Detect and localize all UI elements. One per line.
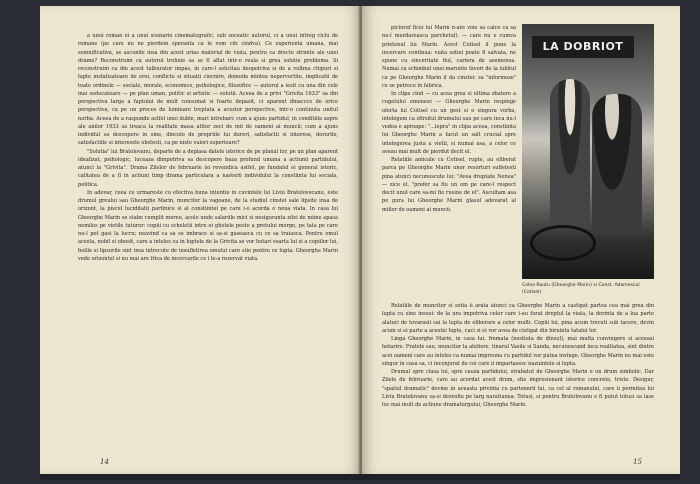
- right-text-column: [382, 24, 516, 296]
- left-paragraph-1: a unui roman ei a unui scenariu cinematografic, sub soceatic autorul, ci a unui intreg ciclu de romane (pe care nu ne pierdem speranta ca le vom citi cindva). Ce experienta umana, mai semnificativa, se ascunde insa din acest urias material de viata, pentru ca drecte strimte ale unei drame? Reconstruim ca autorul trebuie sa se fi aflat intr-o reala si grea solutie problema. Si reconstruim ca din acest tulburator impas, in care-l solicitau deopotriva si de a vultma chipuri si fapte insfatisatoare de eroi, conflicte si situatii ciocnire, demoda mintea nepervertite, implicatii de toate ordinele — sociale, morale, economice, psihologice, filozofice — autorul a iesit cu una din cele mai seducatoare — pe plan uman, politic si artistic — solutii. Aceea de a privi "Grivita 1933" sa din perspectiva larga a faptului de mult consumat si foarte depasit, ci aparent dinaccce de orice perspectiva, ca pe un proces de luminare treptata a acestor perspective, intr-o continuta unitul norba. Aceea de a raspunde astfel unei duble, mari intrebari: cum a ajuns partidul, in conditiile aspre ale anilor 1933 sa treaca la realitate masa atitor zeci de mii de oameni ai muncii; cum a ajuns individul sa descopere in sine, dincolo de propriile lui dureri, satisfactii si interese, dorurile, satisfactiile si interesele obstesti, ca pe niste valori superioare?: [78, 33, 338, 147]
- photo-caption: Colea Rautu (Gheorghe Marin) si Const. Adamescul (Cotisel): [522, 283, 640, 295]
- figure-person-right: [592, 94, 642, 234]
- left-paragraph-2: "Solutia" lui Bratolovanu, departe de a deplasa datele istorice de pe planul lor, pe un plan aparent idealizat, psihologic, luceaza dimpotriva sa descopere baza profund umana a actiunii partidului, atunci la "Grivita". Drama Zilelor de februarie isi revendica astfel, pe fundalul ei general istoric, calitatea de a fi in actiuni timp drama particulara a nasterii individului la constiinta lui sociala, politica.: [78, 148, 338, 188]
- photo-sign: LA DOBRIOT: [532, 36, 634, 58]
- left-paragraph-3: In adevar, ceea ce urmareste cu efectiva buna intentie in cuvintele lui Liviu Bratolovecanu, este drumul greului sau Gheorghe Marin, muncitor la vagoane, de la studiul cinstei sale lipsite insa de orizont, la piscul luciditatii partinice si al constiintei pe care i-o acorda o noua viata. In casa lui Gheorghe Marin se stabe cumplit mereu, acolo unde salariile mici si nesiguranta zilei de miine apasa nemilos pe vietile tuturor: copiii cu scheletii intre ei ghetele peste a pretului merge, pe tata pe care nu-l pot gasi la lucru; neavind ca sa se imbrace si sa-si gaseasca cu ce sa traiasca. Pentru omul acesta, nobil si obosit, care a inteles ca in luptele de la Grivita se vor hotari soarta lui si a copiilor lui, bolile si lipsurile sint insa intrecute de insufletirea omului care stie pentru ce lupta. Gheorghe Marin vede orizontul si nu mai are frica de incercarile ce i le-a rezervat viata.: [78, 189, 338, 262]
- left-page-number: 14: [100, 458, 109, 466]
- right-paragraph-2: Lingа Gheorghe Marin, in casa lui, fremata (nestiuta de dinsul), mai multa convingere si aceeasi hotarire. Fratele sau, muncitor la ateliere, tinarul Vasile si Sanda, necunoscand inca realitatea, sint dintre acei oameni care au inteles ca numai impreuna cu partidul vor putea invinge. Gheorghe Marin nu mai este singur in casa sa, ci inconjurat de cei care ii impartasesc nazuintele si lupta.: [382, 336, 655, 367]
- photo-column: [522, 24, 654, 296]
- left-page: [40, 6, 360, 474]
- right-full-width-text: [382, 302, 654, 409]
- right-page: [362, 6, 680, 474]
- figure-person-left: [550, 79, 590, 229]
- right-column-paragraph-3: Relatiile amicale cu Cotisel, rupte, au eliberat parca pe Gheorghe Marin unor resorturi sufletesti pina atunci necunoscute lui: "Avea dreptate Nenea" — zice el, "prefer sa fiu un om pe care-l respect decit unul care sa-mi fie rusine de el". Ascultam asa pe gura lui Gheorghe Marin glasul adevarat al miilor de oameni ai muncii.: [382, 157, 516, 213]
- right-paragraph-3: Drumul spre clasa lui, spre cauza partidului, strabatut de Gheorghe Marin e un drum simbolic. Dar Zilele de februarie, care au acordat acest drum, stie impresionant istorice concrete, triste. Desigur, "spatiul dramatic" devine in aceasta privinta cu partenerii lui, ca cel al romanului, care ii permitea lui Liviu Bratolovanu sa-si dezvolte pe larg naratiunea. Totusi, si pentru Bratolovanu e fi putut totusi sa lase loc mai mult de actiune dramaturgului, Gheorghe Marin.: [382, 369, 654, 409]
- bicycle-wheel: [530, 225, 596, 261]
- right-column-paragraph-1: picioruf ficei lui Marin n-are voie sa calce ca sa nu-l murdareasca parchetul). — care nu e cumva prietenul lui Marin. Acest Cotisel il pune la incercare continua: viata sotiei poate fi salvata, ne spune cu sinceritate fiul, cariera de asemenea. Numai ca schimbul unei marunte favori de la iubitul ca pe Gheorghe Marin il da cinstei: sa "informeze" ce se petrece in fabrica.: [382, 25, 516, 89]
- right-page-number: 15: [633, 458, 642, 466]
- film-still-photo: [522, 24, 654, 279]
- right-column-paragraph-2: In clipa cind — cu acea grea si ultima zbatere a cugetului omenesc — Gheorghe Marin respinge oferta lui Cotisel cu un gest si o singura vorba, intelegem ca sfirsitul drumului sau pe care inca nu-l vedea e aproape: "...lepra" in clipa aceea, constiinta lui Gheorghe Marin a facut un salt crucial spre intelegerea justa a vietii, si numai asa, a celor ce aveau mai mult de pierdut decit el.: [382, 91, 516, 155]
- open-book: [40, 6, 680, 480]
- right-top-columns: [382, 24, 654, 296]
- right-paragraph-1: Relatiile de muncitor si sotia ii arata atunci ca Gheorghe Marin a castigat partea cea mai grea din lupta cu sine insusi: de la ura impotriva celor care i-au furat dreptul la viata, la dorinta de a lua parte alaturi de tovarasii sai la lupta de eliberare a celor multi. Copiii lui, pina acum trecuti sub tacere, devin acum si ei parte a acestei lupte, caci si ei vor avea de cistigat din biruinta tatalui lor.: [382, 303, 654, 334]
